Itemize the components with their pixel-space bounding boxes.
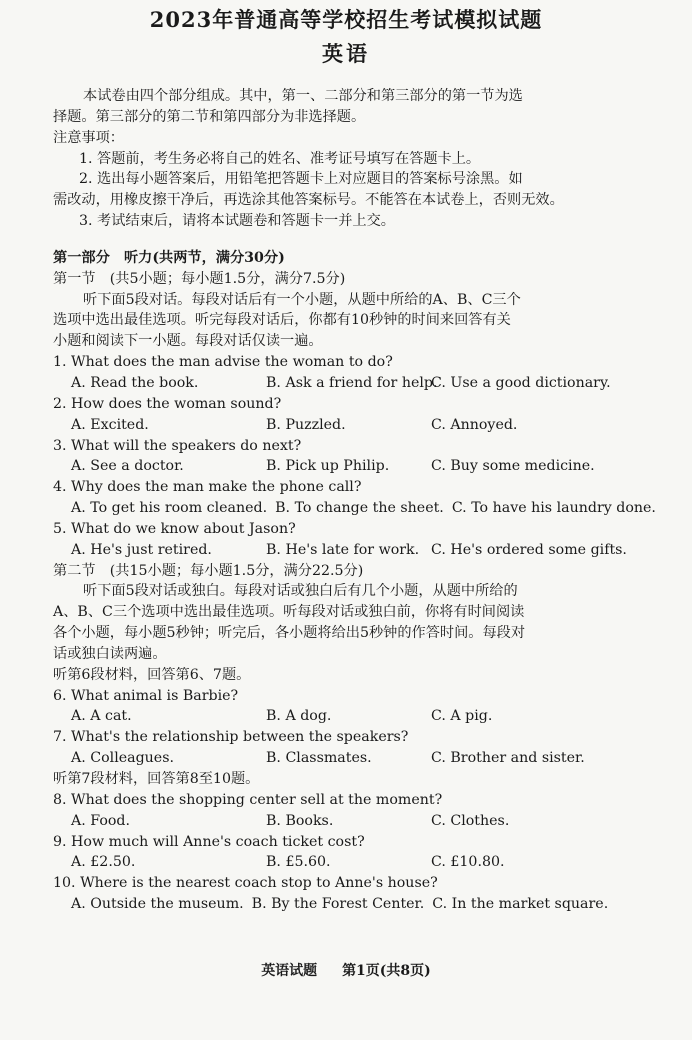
option-a: A. Read the book. <box>71 374 199 391</box>
exam-body <box>53 86 656 915</box>
footer-page-number: 第1页(共8页) <box>342 963 431 979</box>
option-a: A. To get his room cleaned. <box>71 500 268 517</box>
section-instruction: A、B、C三个选项中选出最佳选项。听每段对话或独白前，你将有时间阅读 <box>53 604 525 621</box>
question: 1. What does the man advise the woman to do? <box>53 354 393 371</box>
exam-title: 2023年普通高等学校招生考试模拟试题 <box>149 7 543 32</box>
question: 9. How much will Anne's coach ticket cost? <box>53 833 365 850</box>
section-instruction: 话或独白读两遍。 <box>53 645 167 662</box>
question: 6. What animal is Barbie? <box>53 687 239 704</box>
question: 2. How does the woman sound? <box>53 395 282 412</box>
note-item: 2. 选出每小题答案后，用铅笔把答题卡上对应题目的答案标号涂黑。如 <box>79 171 523 188</box>
options-row <box>53 748 633 769</box>
part-title: 第一部分 听力(共两节，满分30分) <box>53 249 285 266</box>
option-a: A. Outside the museum. <box>71 896 244 913</box>
question: 4. Why does the man make the phone call? <box>53 479 362 496</box>
section-title: 第二节 (共15小题；每小题1.5分，满分22.5分) <box>53 562 364 579</box>
option-c: C. To have his laundry done. <box>451 500 656 517</box>
option-c: C. Clothes. <box>431 812 510 829</box>
options-row <box>53 894 633 915</box>
option-a: A. Colleagues. <box>71 750 174 767</box>
option-b: B. Classmates. <box>266 750 372 767</box>
question: 10. Where is the nearest coach stop to Anne's house? <box>53 875 438 892</box>
option-b: B. Ask a friend for help. <box>266 374 438 391</box>
option-b: B. To change the sheet. <box>275 500 444 517</box>
notes-title: 注意事项： <box>53 129 124 146</box>
note-item: 需改动，用橡皮擦干净后，再选涂其他答案标号。不能答在本试卷上，否则无效。 <box>53 192 564 209</box>
section-instruction: 小题和阅读下一小题。每段对话仅读一遍。 <box>53 333 323 350</box>
section-instruction: 各个小题，每小题5秒钟；听完后，各小题将给出5秒钟的作答时间。每段对 <box>53 625 526 642</box>
option-c: C. Annoyed. <box>431 416 518 433</box>
intro-line: 本试卷由四个部分组成。其中，第一、二部分和第三部分的第一节为选 <box>83 88 523 104</box>
material-instruction: 听第6段材料，回答第6、7题。 <box>53 666 251 683</box>
option-c: C. £10.80. <box>431 854 505 871</box>
question: 7. What's the relationship between the speakers? <box>53 729 409 746</box>
option-a: A. £2.50. <box>71 854 136 871</box>
option-b: B. He's late for work. <box>266 541 420 558</box>
options-row <box>53 415 633 436</box>
options-row <box>53 373 633 394</box>
page-footer <box>0 960 692 980</box>
option-c: C. In the market square. <box>432 896 609 913</box>
section-title: 第一节 (共5小题；每小题1.5分，满分7.5分) <box>53 270 346 287</box>
options-row <box>53 456 633 477</box>
intro-line: 择题。第三部分的第二节和第四部分为非选择题。 <box>53 108 366 125</box>
option-b: B. By the Forest Center. <box>251 896 425 913</box>
question: 8. What does the shopping center sell at the moment? <box>53 791 443 808</box>
options-row <box>53 706 633 727</box>
material-instruction: 听第7段材料，回答第8至10题。 <box>53 771 260 787</box>
option-c: C. A pig. <box>431 708 493 725</box>
option-a: A. He's just retired. <box>71 541 212 558</box>
note-item: 3. 考试结束后，请将本试题卷和答题卡一并上交。 <box>79 213 395 230</box>
option-a: A. A cat. <box>71 708 132 725</box>
subject-title: 英语 <box>322 41 370 66</box>
options-row <box>53 811 633 832</box>
question: 5. What do we know about Jason? <box>53 520 296 537</box>
option-b: B. Puzzled. <box>266 416 346 433</box>
option-b: B. Books. <box>266 812 334 829</box>
option-c: C. Use a good dictionary. <box>431 374 611 391</box>
option-a: A. See a doctor. <box>71 458 184 475</box>
question: 3. What will the speakers do next? <box>53 437 302 454</box>
section-instruction: 听下面5段对话。每段对话后有一个小题，从题中所给的A、B、C三个 <box>83 291 521 308</box>
option-b: B. A dog. <box>266 708 332 725</box>
section-instruction: 听下面5段对话或独白。每段对话或独白后有几个小题，从题中所给的 <box>83 583 518 600</box>
options-row <box>53 540 633 561</box>
option-a: A. Excited. <box>71 416 149 433</box>
option-c: C. Buy some medicine. <box>431 458 595 475</box>
option-b: B. Pick up Philip. <box>266 458 390 475</box>
option-c: C. Brother and sister. <box>431 750 585 767</box>
option-c: C. He's ordered some gifts. <box>431 541 627 558</box>
options-row <box>53 498 656 519</box>
footer-subject: 英语试题 <box>261 963 318 979</box>
option-a: A. Food. <box>71 812 131 829</box>
section-instruction: 选项中选出最佳选项。听完每段对话后，你都有10秒钟的时间来回答有关 <box>53 312 511 329</box>
option-b: B. £5.60. <box>266 854 331 871</box>
note-item: 1. 答题前，考生务必将自己的姓名、准考证号填写在答题卡上。 <box>79 150 481 167</box>
options-row <box>53 852 633 873</box>
